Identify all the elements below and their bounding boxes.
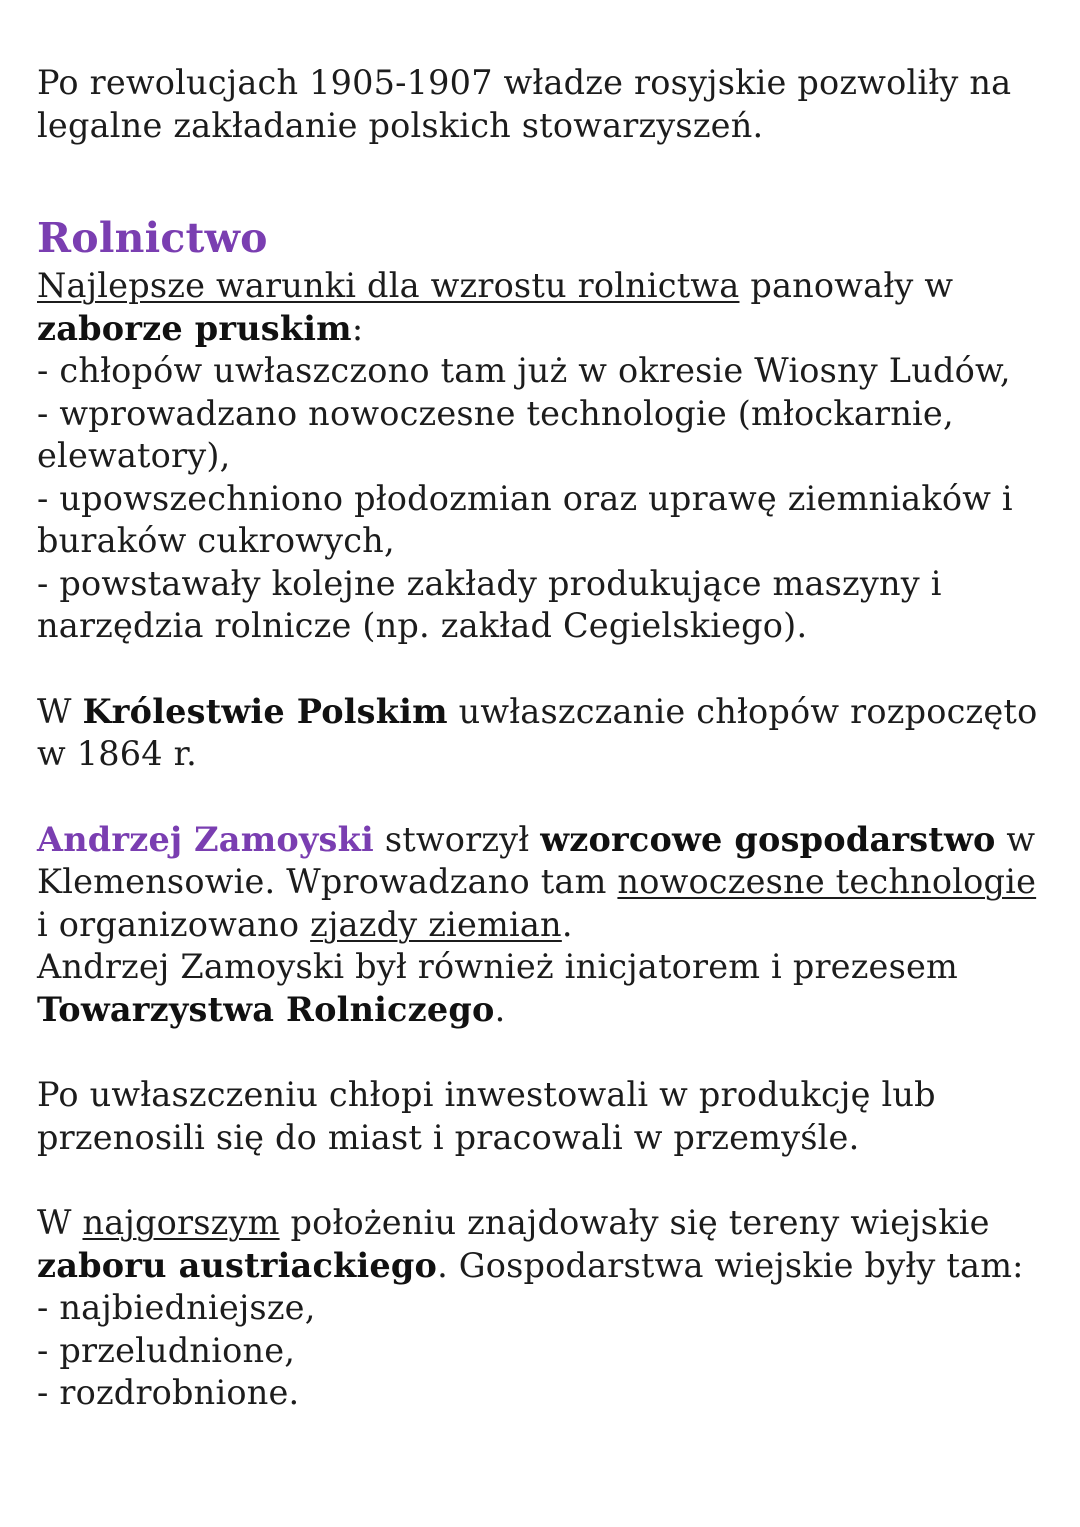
zamoyski-line-2: Andrzej Zamoyski był również inicjatorem i prezesem [37, 947, 958, 986]
kingdom-post: uwłaszczanie chłopów rozpoczęto w 1864 r. [37, 691, 1038, 773]
zamoyski-name: Andrzej Zamoyski [37, 819, 374, 859]
zamoyski-underlined-1: nowoczesne technologie [617, 862, 1037, 901]
spacer [37, 1031, 1057, 1074]
austrian-underlined: najgorszym [82, 1203, 280, 1242]
list-item: - przeludnione, [37, 1330, 296, 1370]
austrian-bold: zaboru austriackiego [37, 1245, 438, 1285]
prussian-lead-paragraph [37, 265, 1057, 350]
zamoyski-text-3: i organizowano [37, 904, 311, 944]
zamoyski-text-4: . [561, 904, 573, 944]
zamoyski-text-2: w Klemensowie. Wprowadzano tam [37, 819, 1036, 901]
prussian-lead-end: : [351, 308, 364, 348]
list-item: - upowszechniono płodozmian oraz uprawę ziemniaków i buraków cukrowych, [37, 478, 1013, 560]
prussian-lead-text: panowały w [739, 266, 954, 305]
zamoyski-text-5: . [494, 989, 506, 1029]
zamoyski-text-1: stworzył [373, 819, 541, 859]
spacer [37, 1159, 1057, 1202]
document-page [37, 62, 1057, 1415]
section-heading-rolnictwo: Rolnictwo [37, 214, 268, 262]
austrian-mid: położeniu znajdowały się tereny wiejskie [279, 1203, 990, 1242]
prussian-lead-bold: zaborze pruskim [37, 308, 352, 348]
kingdom-paragraph [37, 691, 1057, 776]
zamoyski-paragraph-2 [37, 946, 1057, 1031]
kingdom-pre: W [37, 691, 83, 731]
spacer [37, 776, 1057, 819]
zamoyski-bold-2: Towarzystwa Rolniczego [37, 989, 495, 1029]
austrian-paragraph [37, 1202, 1057, 1287]
zamoyski-paragraph [37, 819, 1057, 947]
peasants-paragraph: Po uwłaszczeniu chłopi inwestowali w produkcję lub przenosili się do miast i pracowali w przemyśle. [37, 1075, 936, 1157]
intro-paragraph: Po rewolucjach 1905-1907 władze rosyjskie pozwoliły na legalne zakładanie polskich stowarzyszeń. [37, 63, 1012, 145]
list-item: - powstawały kolejne zakłady produkujące maszyny i narzędzia rolnicze (np. zakład Cegielskiego). [37, 563, 942, 645]
kingdom-bold: Królestwie Polskim [82, 691, 448, 731]
spacer [37, 648, 1057, 691]
austrian-post: . Gospodarstwa wiejskie były tam: [437, 1245, 1024, 1285]
zamoyski-bold-1: wzorcowe gospodarstwo [540, 819, 996, 859]
list-item: - wprowadzano nowoczesne technologie (młockarnie, elewatory), [37, 393, 954, 475]
list-item: - chłopów uwłaszczono tam już w okresie Wiosny Ludów, [37, 351, 1011, 390]
prussian-lead-underlined: Najlepsze warunki dla wzrostu rolnictwa [37, 266, 740, 305]
austrian-pre: W [37, 1203, 83, 1242]
list-item: - najbiedniejsze, [37, 1288, 316, 1327]
spacer [37, 147, 1057, 211]
list-item: - rozdrobnione. [37, 1373, 300, 1412]
zamoyski-underlined-2: zjazdy ziemian [310, 904, 562, 944]
